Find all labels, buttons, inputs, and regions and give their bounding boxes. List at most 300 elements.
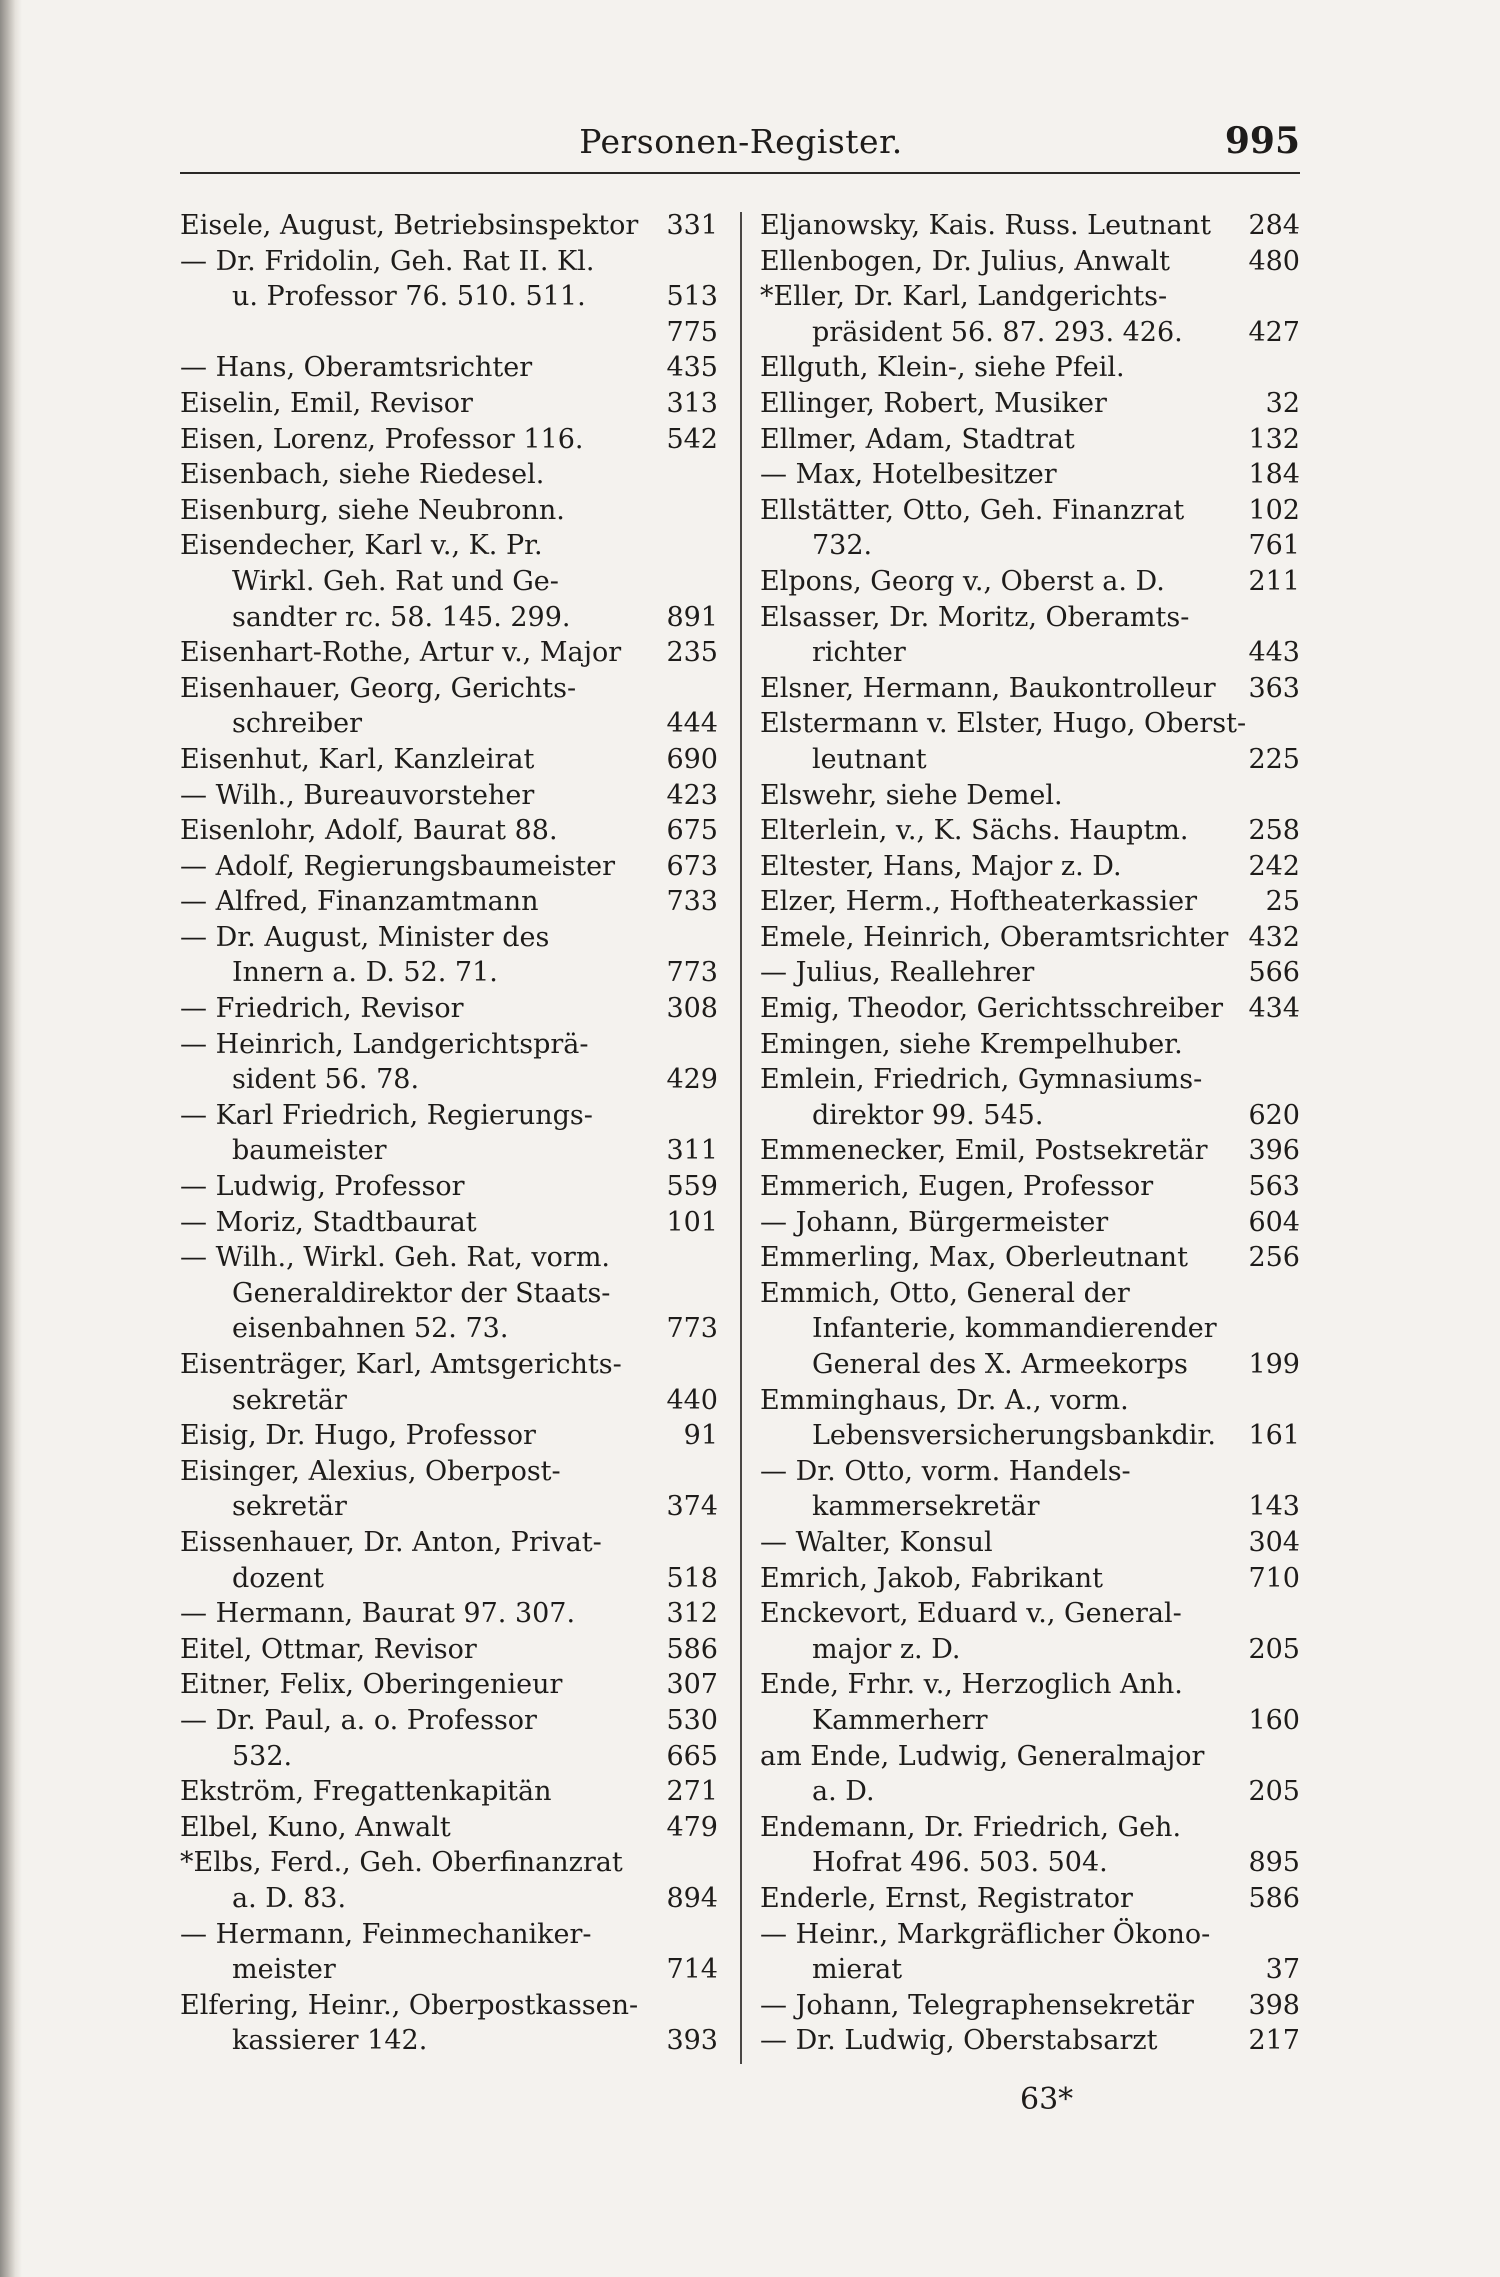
entry-text: a. D. 83.: [232, 1882, 347, 1914]
register-entry: [760, 1169, 1300, 1205]
entry-text: Generaldirektor der Staats-: [232, 1277, 611, 1309]
register-entry: [180, 1240, 718, 1347]
register-entry: [760, 1988, 1300, 2024]
entry-page-ref: 284: [1248, 210, 1300, 241]
page-scan-edge: [0, 0, 22, 2277]
entry-text: major z. D.: [812, 1633, 961, 1665]
register-entry: [180, 1596, 718, 1632]
register-entry: [760, 1205, 1300, 1241]
entry-page-ref: 313: [666, 387, 718, 419]
entry-text: Emmenecker, Emil, Postsekretär: [760, 1135, 1208, 1167]
left-column: [180, 208, 718, 2059]
running-head: [182, 118, 1300, 170]
entry-text: — Heinrich, Landgerichtsprä-: [180, 1028, 589, 1060]
entry-line: [760, 1739, 1300, 1775]
entry-page-ref: 443: [1248, 637, 1300, 669]
entry-line: [760, 1062, 1300, 1098]
entry-page-ref: 665: [666, 1740, 718, 1772]
register-entry: [180, 422, 718, 458]
entry-page-ref: 184: [1248, 459, 1300, 491]
entry-text: Emele, Heinrich, Oberamtsrichter: [760, 921, 1229, 953]
entry-page-ref: 479: [666, 1811, 718, 1843]
entry-line: [760, 1169, 1300, 1205]
entry-continuation-line: [760, 635, 1300, 671]
entry-line: [180, 1027, 718, 1063]
entry-line: [180, 1596, 718, 1632]
entry-line: [180, 1703, 718, 1739]
entry-page-ref: 393: [666, 2025, 718, 2057]
register-entry: [760, 2023, 1300, 2059]
entry-page-ref: 101: [666, 1206, 718, 1238]
register-entry: [180, 1098, 718, 1169]
entry-line: [760, 991, 1300, 1027]
entry-line: [760, 279, 1300, 315]
entry-page-ref: 559: [666, 1171, 718, 1203]
register-entry: [180, 1205, 718, 1241]
register-entry: [760, 244, 1300, 280]
entry-continuation-line: [180, 1133, 718, 1169]
entry-text: Ende, Frhr. v., Herzoglich Anh.: [760, 1669, 1183, 1701]
register-entry: [180, 1418, 718, 1454]
entry-page-ref: 586: [1248, 1882, 1300, 1914]
register-entry: [760, 1561, 1300, 1597]
entry-text: — Wilh., Bureauvorsteher: [180, 779, 535, 811]
entry-text: — Hans, Oberamtsrichter: [180, 352, 533, 384]
entry-text: Innern a. D. 52. 71.: [232, 957, 498, 989]
entry-line: [760, 1205, 1300, 1241]
entry-page-ref: 513: [666, 281, 718, 313]
entry-text: Eltester, Hans, Major z. D.: [760, 850, 1122, 882]
entry-line: [180, 742, 718, 778]
register-entry: [180, 920, 718, 991]
entry-line: [760, 493, 1300, 529]
entry-continuation-line: [760, 1632, 1300, 1668]
entry-line: [180, 244, 718, 280]
entry-line: [760, 1027, 1300, 1063]
entry-page-ref: 761: [1248, 530, 1300, 562]
entry-page-ref: 32: [1265, 387, 1300, 419]
entry-text: Eisenbach, siehe Riedesel.: [180, 459, 545, 491]
register-entry: [760, 1240, 1300, 1276]
entry-text: Eljanowsky, Kais. Russ. Leutnant: [760, 210, 1212, 241]
entry-text: — Hermann, Baurat 97. 307.: [180, 1598, 576, 1630]
register-entry: [180, 1632, 718, 1668]
entry-text: Eisenhut, Karl, Kanzleirat: [180, 743, 535, 775]
entry-page-ref: 91: [683, 1420, 718, 1452]
entry-line: [760, 208, 1300, 244]
register-entry: [180, 1347, 718, 1418]
entry-page-ref: 199: [1248, 1349, 1300, 1380]
entry-line: [760, 671, 1300, 707]
entry-text: — Alfred, Finanzamtmann: [180, 886, 539, 918]
entry-continuation-line: [180, 564, 718, 600]
entry-text: am Ende, Ludwig, Generalmajor: [760, 1740, 1205, 1772]
entry-continuation-line: [760, 1347, 1300, 1383]
entry-text: Enckevort, Eduard v., General-: [760, 1598, 1182, 1630]
entry-line: [180, 813, 718, 849]
entry-text: — Karl Friedrich, Regierungs-: [180, 1099, 593, 1131]
entry-line: [760, 884, 1300, 920]
entry-page-ref: 604: [1248, 1206, 1300, 1238]
entry-text: *Eller, Dr. Karl, Landgerichts-: [760, 281, 1168, 313]
entry-text: Eisendecher, Karl v., K. Pr.: [180, 530, 543, 562]
entry-text: Emmich, Otto, General der: [760, 1277, 1130, 1309]
entry-line: [180, 884, 718, 920]
sheet-signature: 63*: [1020, 2082, 1074, 2117]
entry-text: Endemann, Dr. Friedrich, Geh.: [760, 1811, 1182, 1843]
entry-text: — Johann, Bürgermeister: [760, 1206, 1109, 1238]
entry-page-ref: 308: [666, 993, 718, 1025]
entry-text: dozent: [232, 1562, 324, 1594]
entry-text: Infanterie, kommandierender: [812, 1313, 1217, 1345]
register-entry: [180, 1845, 718, 1916]
register-entry: [180, 1667, 718, 1703]
entry-page-ref: 311: [666, 1135, 718, 1167]
entry-line: [180, 671, 718, 707]
entry-line: [760, 600, 1300, 636]
entry-line: [180, 386, 718, 422]
entry-page-ref: 374: [666, 1491, 718, 1523]
entry-line: [760, 1133, 1300, 1169]
entry-page-ref: 235: [666, 637, 718, 669]
entry-page-ref: 894: [666, 1882, 718, 1914]
entry-text: Elswehr, siehe Demel.: [760, 779, 1063, 811]
entry-page-ref: 304: [1248, 1526, 1300, 1558]
entry-text: Eisenhauer, Georg, Gerichts-: [180, 672, 577, 704]
entry-text: mierat: [812, 1954, 903, 1986]
entry-text: präsident 56. 87. 293. 426.: [812, 316, 1183, 348]
entry-line: [760, 1810, 1300, 1846]
entry-text: Elstermann v. Elster, Hugo, Oberst-: [760, 708, 1247, 740]
entry-text: Emrich, Jakob, Fabrikant: [760, 1562, 1104, 1594]
register-entry: [760, 1276, 1300, 1383]
entry-line: [760, 706, 1300, 742]
register-entry: [180, 208, 718, 244]
page-title: Personen-Register.: [579, 122, 903, 161]
entry-line: [180, 1810, 718, 1846]
entry-text: u. Professor 76. 510. 511.: [232, 281, 586, 313]
register-entry: [180, 1810, 718, 1846]
register-entry: [180, 1525, 718, 1596]
entry-continuation-line: [760, 1774, 1300, 1810]
entry-text: — Friedrich, Revisor: [180, 993, 464, 1025]
entry-page-ref: 271: [666, 1776, 718, 1808]
entry-line: [180, 991, 718, 1027]
register-entry: [760, 706, 1300, 777]
entry-text: Elsner, Hermann, Baukontrolleur: [760, 672, 1216, 704]
entry-page-ref: 242: [1248, 850, 1300, 882]
register-entry: [760, 884, 1300, 920]
entry-text: — Dr. Ludwig, Oberstabsarzt: [760, 2025, 1158, 2057]
entry-text: baumeister: [232, 1135, 387, 1167]
entry-page-ref: 161: [1248, 1420, 1300, 1452]
register-entry: [760, 991, 1300, 1027]
entry-page-ref: 434: [1248, 993, 1300, 1025]
entry-page-ref: 773: [666, 1313, 718, 1345]
entry-page-ref: 256: [1248, 1242, 1300, 1274]
entry-line: [180, 920, 718, 956]
entry-line: [180, 1169, 718, 1205]
entry-text: eisenbahnen 52. 73.: [232, 1313, 509, 1345]
entry-page-ref: 427: [1248, 316, 1300, 348]
entry-text: Emig, Theodor, Gerichtsschreiber: [760, 993, 1224, 1025]
register-entry: [180, 671, 718, 742]
entry-page-ref: 775: [666, 316, 718, 348]
entry-text: Elpons, Georg v., Oberst a. D.: [760, 565, 1165, 597]
entry-line: [760, 1383, 1300, 1419]
register-entry: [760, 279, 1300, 350]
entry-page-ref: 773: [666, 957, 718, 989]
entry-text: — Julius, Reallehrer: [760, 957, 1035, 989]
entry-line: [180, 1240, 718, 1276]
entry-text: Emmerling, Max, Oberleutnant: [760, 1242, 1188, 1274]
entry-text: kassierer 142.: [232, 2025, 428, 2057]
entry-text: Eissenhauer, Dr. Anton, Privat-: [180, 1526, 602, 1558]
entry-line: [180, 1845, 718, 1881]
entry-text: direktor 99. 545.: [812, 1099, 1044, 1131]
entry-text: Emlein, Friedrich, Gymnasiums-: [760, 1064, 1203, 1096]
entry-line: [760, 1276, 1300, 1312]
entry-page-ref: 895: [1248, 1847, 1300, 1879]
entry-line: [760, 920, 1300, 956]
entry-text: Enderle, Ernst, Registrator: [760, 1882, 1133, 1914]
entry-page-ref: 160: [1248, 1704, 1300, 1736]
entry-page-ref: 225: [1248, 743, 1300, 775]
entry-page-ref: 690: [666, 743, 718, 775]
register-entry: [180, 1169, 718, 1205]
register-entry: [760, 1739, 1300, 1810]
entry-text: Elterlein, v., K. Sächs. Hauptm.: [760, 815, 1189, 847]
entry-text: richter: [812, 637, 906, 669]
entry-page-ref: 566: [1248, 957, 1300, 989]
entry-text: — Johann, Telegraphensekretär: [760, 1989, 1194, 2021]
entry-text: Emingen, siehe Krempelhuber.: [760, 1028, 1183, 1060]
entry-page-ref: 440: [666, 1384, 718, 1416]
entry-line: [180, 1667, 718, 1703]
entry-line: [760, 849, 1300, 885]
entry-text: Eisenburg, siehe Neubronn.: [180, 494, 565, 526]
entry-text: sandter rc. 58. 145. 299.: [232, 601, 571, 633]
register-entry: [180, 1917, 718, 1988]
entry-continuation-line: [180, 1062, 718, 1098]
entry-continuation-line: [180, 1489, 718, 1525]
entry-continuation-line: [180, 1952, 718, 1988]
entry-text: Eisenträger, Karl, Amtsgerichts-: [180, 1349, 622, 1380]
entry-page-ref: 132: [1248, 423, 1300, 455]
register-entry: [760, 350, 1300, 386]
entry-line: [180, 849, 718, 885]
entry-continuation-line: [180, 955, 718, 991]
entry-text: — Heinr., Markgräflicher Ökono-: [760, 1918, 1211, 1950]
entry-line: [760, 1240, 1300, 1276]
register-entry: [760, 386, 1300, 422]
entry-page-ref: 25: [1265, 886, 1300, 918]
register-entry: [180, 778, 718, 814]
entry-text: Eitel, Ottmar, Revisor: [180, 1633, 477, 1665]
register-entry: [180, 849, 718, 885]
entry-page-ref: 673: [666, 850, 718, 882]
entry-line: [180, 1917, 718, 1953]
entry-line: [180, 635, 718, 671]
entry-continuation-line: [760, 1489, 1300, 1525]
entry-line: [180, 1632, 718, 1668]
entry-text: Eisen, Lorenz, Professor 116.: [180, 423, 584, 455]
register-entry: [760, 1133, 1300, 1169]
entry-page-ref: 444: [666, 708, 718, 740]
entry-continuation-line: [180, 2023, 718, 2059]
page-number: 995: [1224, 120, 1300, 162]
entry-text: leutnant: [812, 743, 927, 775]
register-entry: [180, 991, 718, 1027]
entry-page-ref: 307: [666, 1669, 718, 1701]
entry-page-ref: 891: [666, 601, 718, 633]
entry-continuation-line: [760, 315, 1300, 351]
entry-text: Eisenlohr, Adolf, Baurat 88.: [180, 815, 558, 847]
entry-continuation-line: [760, 1098, 1300, 1134]
entry-text: — Walter, Konsul: [760, 1526, 993, 1558]
entry-continuation-line: [180, 600, 718, 636]
register-entry: [760, 1062, 1300, 1133]
entry-text: Emmerich, Eugen, Professor: [760, 1171, 1154, 1203]
entry-continuation-line: [180, 1561, 718, 1597]
register-entry: [180, 1703, 718, 1774]
entry-text: — Dr. Otto, vorm. Handels-: [760, 1455, 1131, 1487]
column-divider: [740, 212, 742, 2064]
entry-text: Elbel, Kuno, Anwalt: [180, 1811, 451, 1843]
register-entry: [180, 386, 718, 422]
entry-text: — Dr. Paul, a. o. Professor: [180, 1704, 537, 1736]
register-entry: [180, 813, 718, 849]
entry-line: [180, 1454, 718, 1490]
entry-line: [760, 1667, 1300, 1703]
entry-line: [760, 1988, 1300, 2024]
entry-text: a. D.: [812, 1776, 875, 1808]
register-entry: [180, 244, 718, 351]
entry-page-ref: 398: [1248, 1989, 1300, 2021]
entry-text: — Ludwig, Professor: [180, 1171, 465, 1203]
entry-text: sident 56. 78.: [232, 1064, 420, 1096]
register-entry: [760, 422, 1300, 458]
entry-text: kammersekretär: [812, 1491, 1040, 1523]
entry-line: [180, 457, 718, 493]
header-rule: [180, 172, 1300, 174]
entry-text: — Dr. Fridolin, Geh. Rat II. Kl.: [180, 245, 595, 277]
entry-line: [760, 386, 1300, 422]
register-entry: [760, 1454, 1300, 1525]
entry-text: Kammerherr: [812, 1704, 988, 1736]
entry-continuation-line: [180, 1276, 718, 1312]
entry-text: meister: [232, 1954, 336, 1986]
entry-page-ref: 205: [1248, 1776, 1300, 1808]
entry-continuation-line: [180, 315, 718, 351]
entry-page-ref: 733: [666, 886, 718, 918]
entry-continuation-line: [760, 1845, 1300, 1881]
register-entry: [760, 1596, 1300, 1667]
entry-page-ref: 205: [1248, 1633, 1300, 1665]
right-column: [760, 208, 1300, 2059]
entry-page-ref: 710: [1248, 1562, 1300, 1594]
register-entry: [760, 600, 1300, 671]
entry-line: [180, 1988, 718, 2024]
entry-continuation-line: [760, 1418, 1300, 1454]
entry-page-ref: 435: [666, 352, 718, 384]
entry-continuation-line: [180, 1739, 718, 1775]
entry-text: Eiselin, Emil, Revisor: [180, 387, 473, 419]
entry-text: General des X. Armeekorps: [812, 1349, 1188, 1380]
register-entry: [180, 457, 718, 493]
register-entry: [180, 528, 718, 635]
entry-continuation-line: [180, 706, 718, 742]
entry-text: Emminghaus, Dr. A., vorm.: [760, 1384, 1129, 1416]
entry-text: Lebensversicherungsbankdir.: [812, 1420, 1216, 1452]
entry-page-ref: 714: [666, 1954, 718, 1986]
entry-page-ref: 432: [1248, 921, 1300, 953]
entry-text: Ellstätter, Otto, Geh. Finanzrat: [760, 494, 1185, 526]
entry-continuation-line: [180, 1881, 718, 1917]
entry-text: 732.: [812, 530, 873, 562]
register-entry: [760, 849, 1300, 885]
register-entry: [760, 1525, 1300, 1561]
register-entry: [180, 1774, 718, 1810]
entry-page-ref: 518: [666, 1562, 718, 1594]
entry-line: [760, 778, 1300, 814]
register-entry: [760, 1881, 1300, 1917]
entry-text: Ellinger, Robert, Musiker: [760, 387, 1107, 419]
entry-line: [760, 1917, 1300, 1953]
entry-text: — Wilh., Wirkl. Geh. Rat, vorm.: [180, 1242, 611, 1274]
entry-text: — Hermann, Feinmechaniker-: [180, 1918, 592, 1950]
entry-continuation-line: [760, 1311, 1300, 1347]
entry-page-ref: 363: [1248, 672, 1300, 704]
entry-line: [760, 955, 1300, 991]
entry-line: [180, 1205, 718, 1241]
entry-text: Ellguth, Klein-, siehe Pfeil.: [760, 352, 1125, 384]
register-entry: [760, 1667, 1300, 1738]
entry-continuation-line: [760, 528, 1300, 564]
entry-continuation-line: [180, 1311, 718, 1347]
entry-text: Elsasser, Dr. Moritz, Oberamts-: [760, 601, 1190, 633]
register-entry: [180, 350, 718, 386]
entry-continuation-line: [760, 742, 1300, 778]
entry-text: schreiber: [232, 708, 363, 740]
register-entry: [760, 564, 1300, 600]
entry-line: [760, 2023, 1300, 2059]
register-entry: [180, 1027, 718, 1098]
entry-text: Wirkl. Geh. Rat und Ge-: [232, 565, 559, 597]
entry-page-ref: 586: [666, 1633, 718, 1665]
entry-line: [180, 422, 718, 458]
register-entry: [760, 1383, 1300, 1454]
entry-line: [180, 1774, 718, 1810]
entry-line: [760, 244, 1300, 280]
register-entry: [180, 742, 718, 778]
entry-line: [180, 350, 718, 386]
entry-line: [180, 208, 718, 244]
entry-line: [760, 1525, 1300, 1561]
entry-page-ref: 217: [1248, 2025, 1300, 2057]
entry-text: sekretär: [232, 1384, 347, 1416]
register-entry: [760, 208, 1300, 244]
entry-text: sekretär: [232, 1491, 347, 1523]
entry-continuation-line: [760, 1952, 1300, 1988]
entry-page-ref: 542: [666, 423, 718, 455]
register-entry: [760, 457, 1300, 493]
entry-text: — Dr. August, Minister des: [180, 921, 550, 953]
entry-text: Elzer, Herm., Hoftheaterkassier: [760, 886, 1197, 918]
register-entry: [180, 635, 718, 671]
entry-line: [180, 1418, 718, 1454]
register-entry: [760, 955, 1300, 991]
